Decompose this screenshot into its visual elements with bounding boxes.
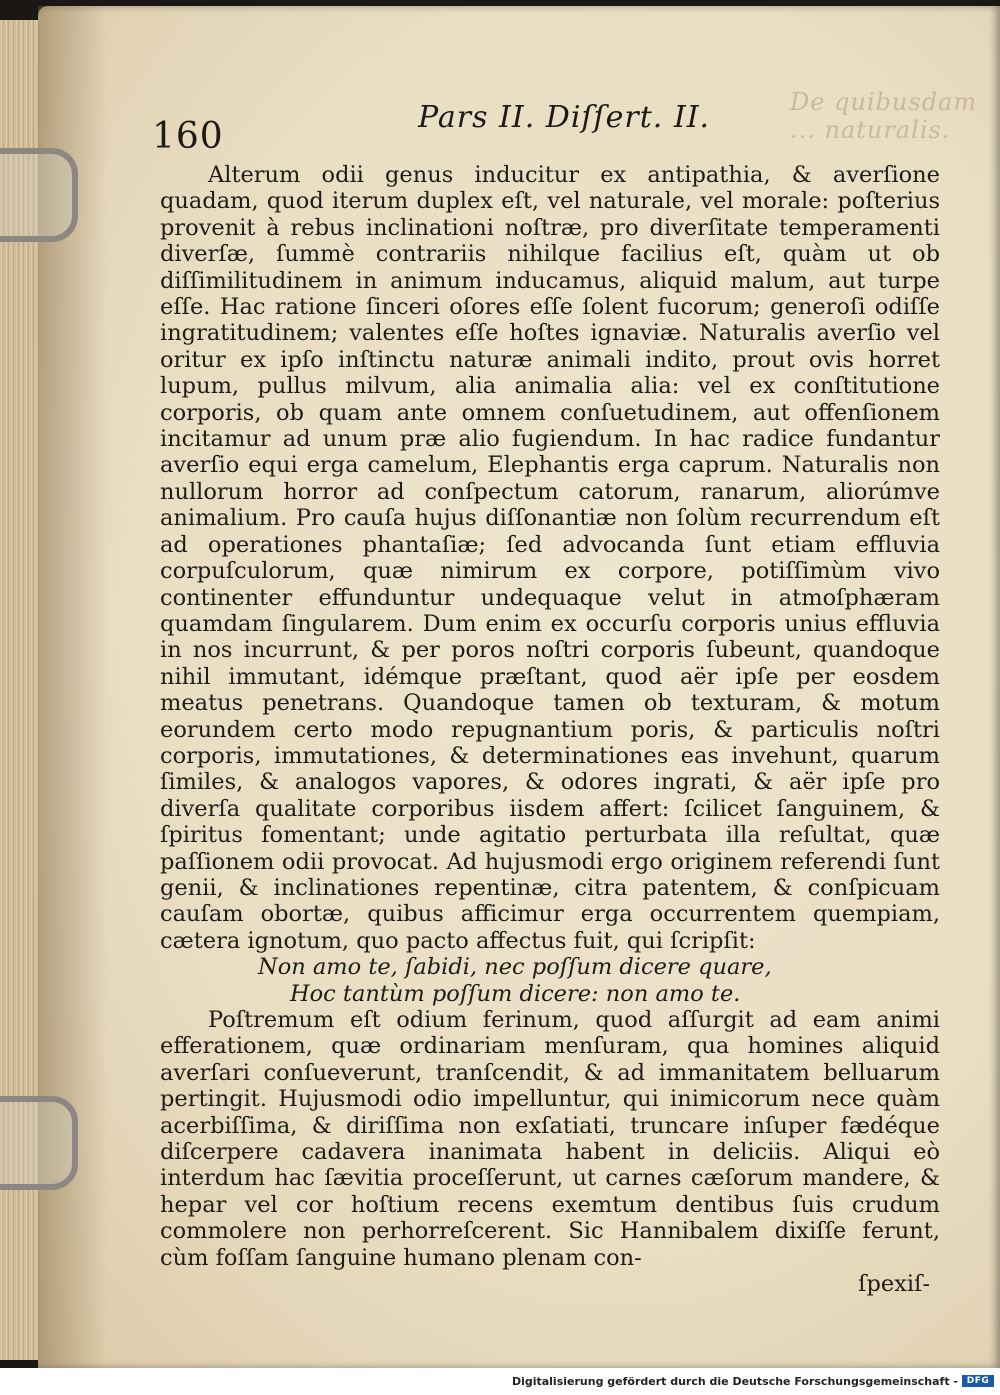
main-text-block [160,162,940,1297]
dfg-logo-icon: DFG [962,1375,994,1387]
page-number: 160 [152,116,224,157]
bleed-through-text: De quibusdam ... naturalis. [790,88,978,144]
verse-line-2: Hoc tantùm poſſum dicere: non amo te. [290,980,741,1007]
paragraph-antipathia: Alterum odii genus inducitur ex antipathia, & averſione quadam, quod iterum duplex eſt, vel naturale, vel morale: poſterius provenit à rebus inclinationi noſtræ, pro diverſitate temperamenti diverſæ, ſummè contrariis nihilque facilius eſt, quàm ut ob diſſimilitudinem in animum inducamus, aliquid malum, aut turpe eſſe. Hac ratione ſinceri oſores eſſe ſolent fucorum; generoſi odiſſe ingratitudinem; valentes eſſe hoſtes ignaviæ. Naturalis averſio vel oritur ex ipſo inſtinctu naturæ animali indito, prout ovis horret lupum, pullus milvum, alia animalia alia: vel ex conſtitutione corporis, ob quam ante omnem conſuetudinem, aut offenſionem incitamur ad unum præ alio fugiendum. In hac radice fundantur averſio equi erga camelum, Elephantis erga caprum. Naturalis non nullorum horror ad conſpectum catorum, ranarum, aliorúmve animalium. Pro cauſa hujus diſſonantiæ non ſolùm recurrendum eſt ad operationes phantaſiæ; ſed advocanda ſunt etiam effluvia corpuſculorum, quæ nimirum ex corpore, potiſſimùm vivo continenter effunduntur undequaque velut in atmoſphæram quamdam ſingularem. Dum enim ex occurſu corporis unius effluvia in nos incurrunt, & per poros noſtri corporis ſubeunt, quandoque nihil immutant, idémque præſtant, quod aër ipſe per eosdem meatus penetrans. Quandoque tamen ob texturam, & motum eorundem certo modo repugnantium poris, & particulis noſtri corporis, immutationes, & determinationes eas invehunt, quarum ſimiles, & analogos vapores, & odores ingrati, & aër ipſe pro diverſa qualitate corporibus iisdem affert: ſcilicet ſanguinem, & ſpiritus fomentant; unde agitatio perturbata illa reſultat, quæ paſſionem odii provocat. Ad hujusmodi ergo originem referendi ſunt genii, & inclinationes repentinæ, citra patentem, & conſpicuam cauſam obortæ, quibus afficimur erga occurrentem quempiam, cætera ignotum, quo pacto affectus fuit, qui ſcripſit: [160,162,940,954]
running-title: Pars II. Diſſert. II. [418,100,711,135]
book-clamp-top [0,148,78,242]
catchword: ſpexiſ- [858,1271,930,1298]
funding-credit: Digitalisierung gefördert durch die Deutsche Forschungsgemeinschaft - [511,1375,958,1388]
paragraph-odium-ferinum: Poſtremum eſt odium ferinum, quod aſſurgit ad eam animi efferationem, quæ ordinariam menſuram, qua homines aliquid averſari conſueverunt, tranſcendit, & ad immanitatem belluarum pertingit. Hujusmodi odio impelluntur, qui inimicorum nece quàm acerbiſſima, & diriſſima non exſatiati, truncare inſuper fædéque diſcerpere cadavera inanimata habent in deliciis. Aliqui eò interdum hac ſævitia proceſſerunt, ut carnes cæſorum mandere, & hepar vel cor hoſtium recens exemtum dentibus ſuis crudum commolere non perhorreſcerent. Sic Hannibalem dixiſſe ferunt, cùm foſſam ſanguine humano plenam con- [160,1007,940,1271]
running-head [150,100,950,160]
digitization-footer [0,1368,1000,1395]
book-clamp-bottom [0,1096,78,1190]
verse-line-1: Non amo te, ſabidi, nec poſſum dicere quare, [258,954,772,981]
